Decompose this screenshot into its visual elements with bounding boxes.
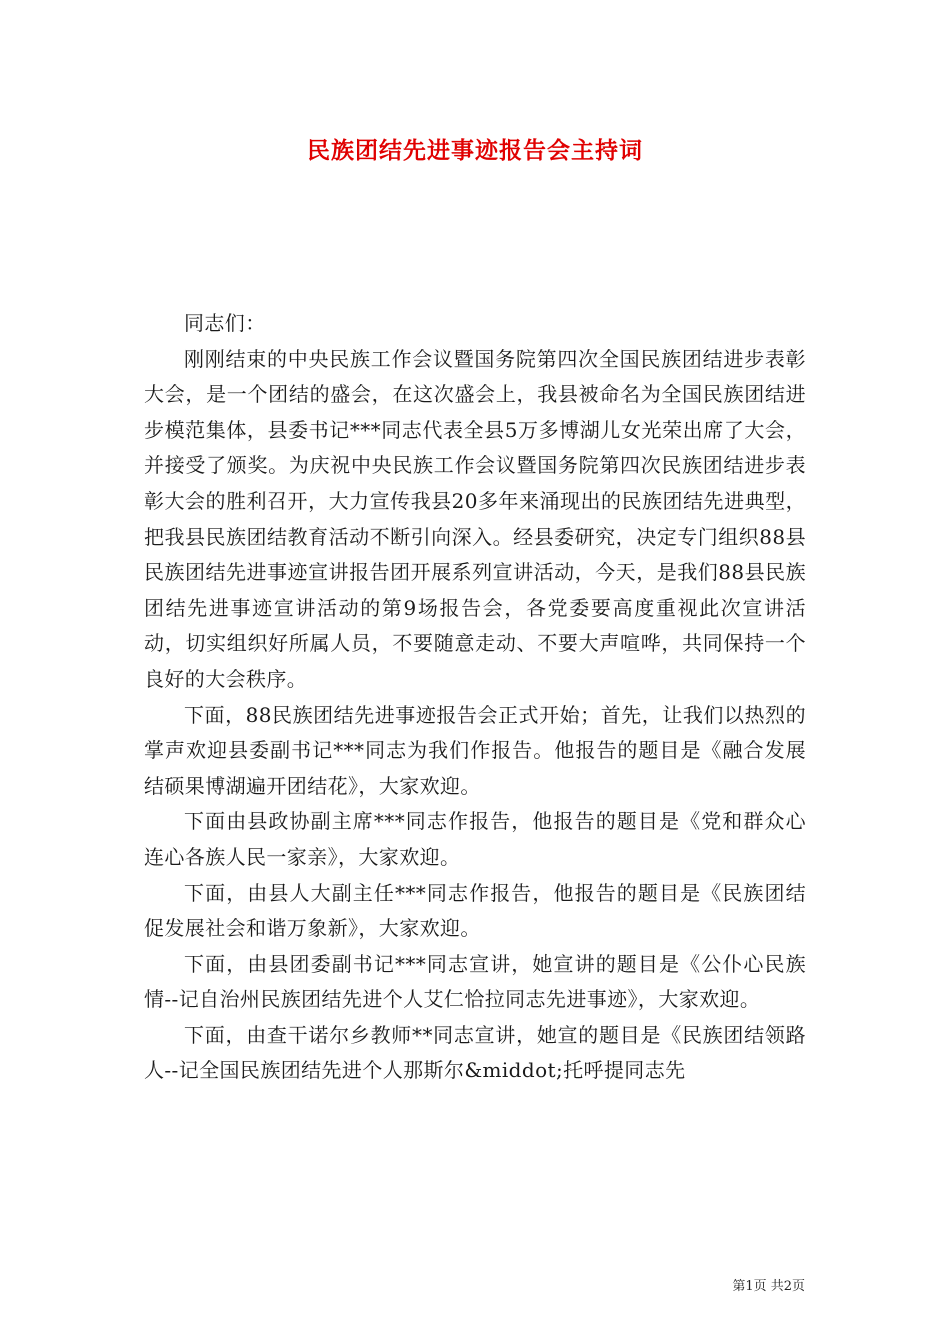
paragraph-intro: 刚刚结束的中央民族工作会议暨国务院第四次全国民族团结进步表彰大会，是一个团结的盛会，在这次盛会上，我县被命名为全国民族团结进步模范集体，县委书记***同志代表全县5万多博湖儿女光荣出席了大会，并接受了颁奖。为庆祝中央民族工作会议暨国务院第四次民族团结进步表彰大会的胜利召开，大力宣传我县20多年来涌现出的民族团结先进典型，把我县民族团结教育活动不断引向深入。经县委研究，决定专门组织88县民族团结先进事迹宣讲报告团开展系列宣讲活动，今天，是我们88县民族团结先进事迹宣讲活动的第9场报告会，各党委要高度重视此次宣讲活动，切实组织好所属人员，不要随意走动、不要大声喧哗，共同保持一个良好的大会秩序。	[144, 346, 806, 691]
document-body	[144, 306, 806, 1089]
document-title: 民族团结先进事迹报告会主持词	[307, 138, 643, 164]
paragraph-third-report: 下面，由县人大副主任***同志作报告，他报告的题目是《民族团结促发展社会和谐万象新》，大家欢迎。	[144, 880, 806, 941]
paragraph-second-report: 下面由县政协副主席***同志作报告，他报告的题目是《党和群众心连心各族人民一家亲》，大家欢迎。	[144, 809, 806, 869]
paragraph-fourth-report: 下面，由县团委副书记***同志宣讲，她宣讲的题目是《公仆心民族情--记自治州民族团结先进个人艾仁恰拉同志先进事迹》，大家欢迎。	[144, 951, 806, 1012]
paragraph-fifth-report: 下面，由查干诺尔乡教师**同志宣讲，她宣的题目是《民族团结领路人--记全国民族团结先进个人那斯尔&middot;托呼提同志先	[144, 1022, 806, 1083]
paragraph-greeting: 同志们：	[184, 311, 266, 335]
paragraph-first-report: 下面，88民族团结先进事迹报告会正式开始；首先，让我们以热烈的掌声欢迎县委副书记***同志为我们作报告。他报告的题目是《融合发展结硕果博湖遍开团结花》，大家欢迎。	[144, 702, 806, 798]
page-number-footer: 第1页 共2页	[732, 1279, 805, 1294]
